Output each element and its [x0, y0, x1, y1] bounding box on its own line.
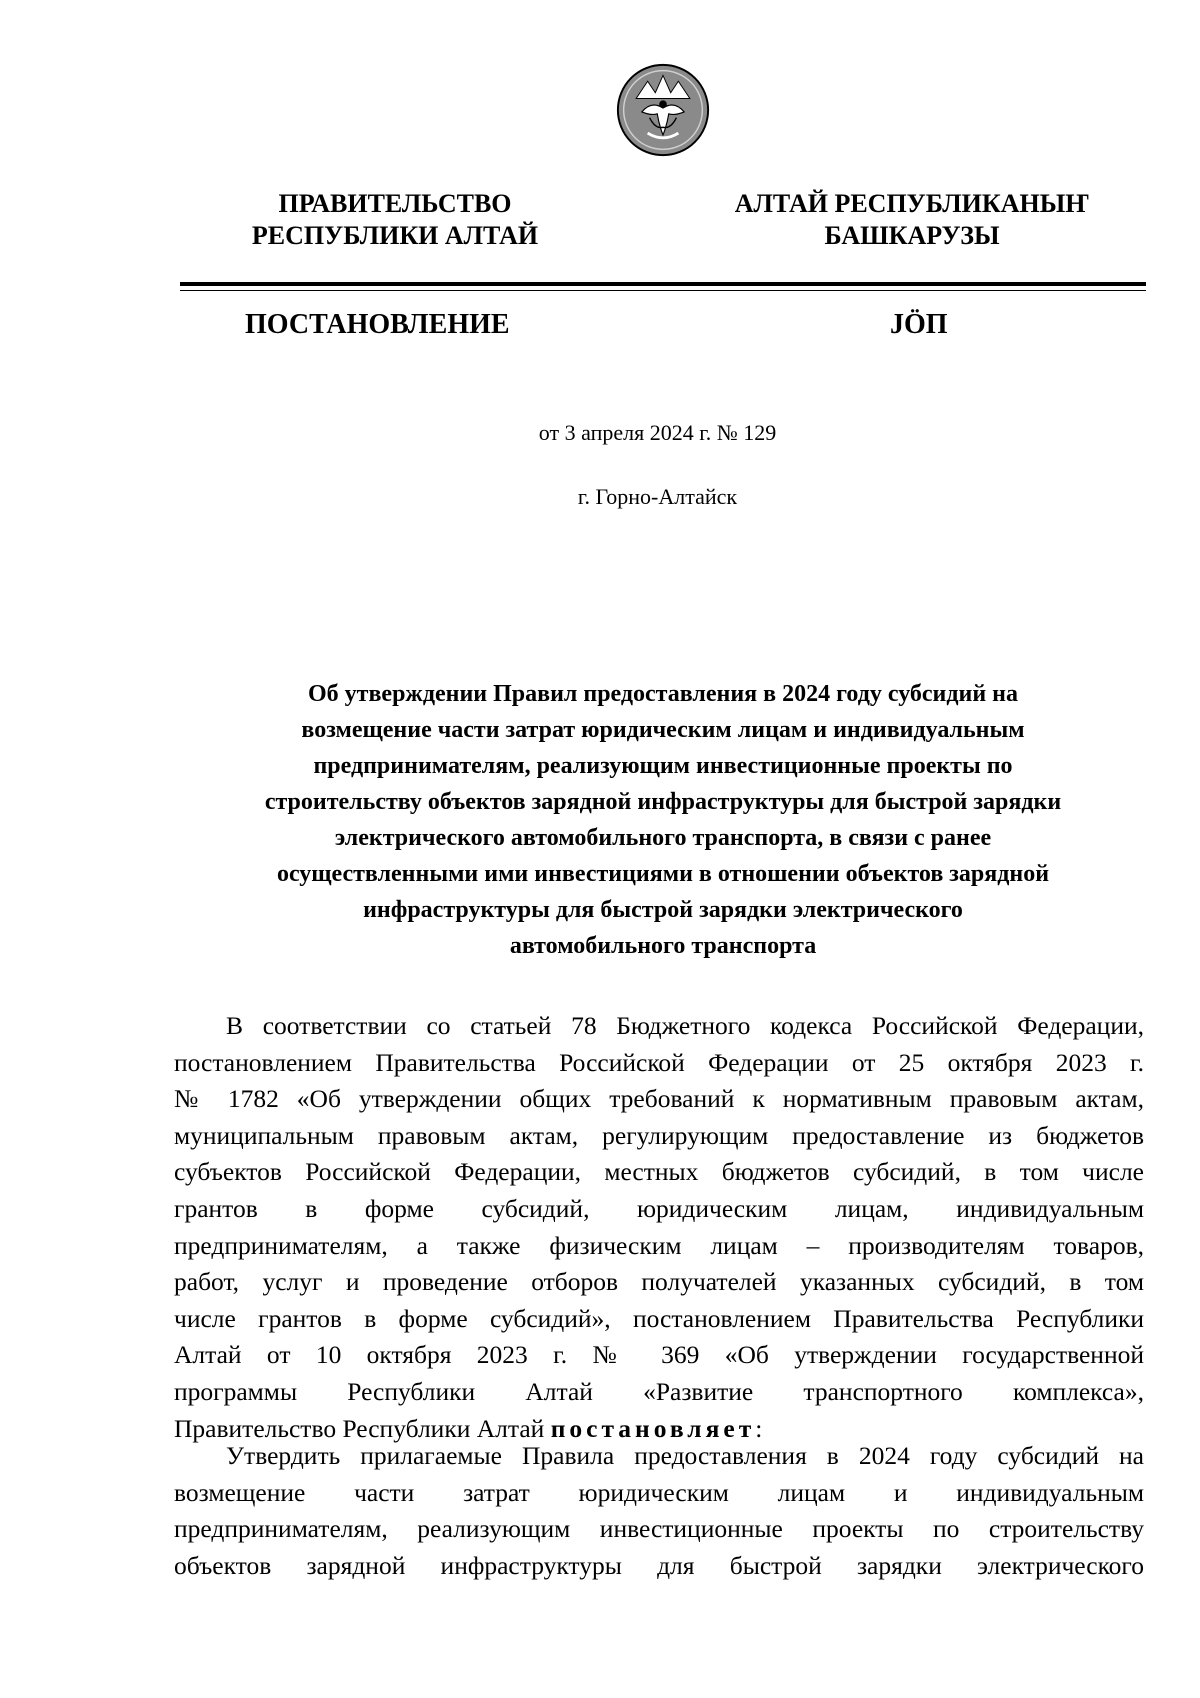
- title-line: осуществленными ими инвестициями в отношении объектов зарядной: [276, 861, 1050, 887]
- body-line: Алтай от 10 октября 2023 г. № 369 «Об утверждении государственной: [174, 1340, 1144, 1370]
- title-line: предпринимателям, реализующим инвестиционные проекты по: [313, 753, 1013, 779]
- organization-name-russian: [230, 188, 560, 252]
- decree-title: [180, 676, 1146, 964]
- title-line: инфраструктуры для быстрой зарядки электрического: [363, 897, 963, 923]
- title-line: строительству объектов зарядной инфраструктуры для быстрой зарядки: [264, 789, 1062, 815]
- resolution-paragraph: [174, 1438, 1144, 1584]
- title-line: Об утверждении Правил предоставления в 2024 году субсидий на: [308, 681, 1018, 707]
- coat-of-arms-emblem: [615, 62, 711, 158]
- decree-date-number: от 3 апреля 2024 г. № 129: [538, 420, 777, 445]
- body-line: Утвердить прилагаемые Правила предоставления в 2024 году субсидий на: [226, 1441, 1144, 1470]
- body-line: субъектов Российской Федерации, местных бюджетов субсидий, в том числе: [174, 1157, 1144, 1187]
- body-line: возмещение части затрат юридическим лицам и индивидуальным: [174, 1477, 1144, 1507]
- resolution-keyword: постановляет: [550, 1413, 756, 1443]
- title-line: автомобильного транспорта: [509, 933, 817, 959]
- body-line: предпринимателям, реализующим инвестиционные проекты по строительству: [174, 1514, 1144, 1544]
- title-line: электрического автомобильного транспорта, в связи с ранее: [334, 825, 992, 851]
- body-line: муниципальным правовым актам, регулирующим предоставление из бюджетов: [174, 1120, 1144, 1150]
- body-line: № 1782 «Об утверждении общих требований к нормативным правовым актам,: [174, 1084, 1144, 1114]
- body-line: постановлением Правительства Российской Федерации от 25 октября 2023 г.: [174, 1047, 1144, 1077]
- body-text: :: [755, 1413, 763, 1443]
- organization-name-altai: [722, 188, 1102, 252]
- body-line: грантов в форме субсидий, юридическим лицам, индивидуальным: [174, 1193, 1144, 1223]
- body-text: Правительство Республики Алтай: [174, 1413, 551, 1443]
- decree-city: г. Горно-Алтайск: [577, 484, 738, 509]
- body-line: объектов зарядной инфраструктуры для быстрой зарядки электрического: [174, 1550, 1144, 1580]
- body-line: числе грантов в форме субсидий», постановлением Правительства Республики: [174, 1303, 1144, 1333]
- preamble-paragraph: [174, 1008, 1144, 1447]
- header-divider-thin: [180, 290, 1146, 291]
- org-line: АЛТАЙ РЕСПУБЛИКАНЫҤ: [734, 189, 1090, 218]
- body-line: программы Республики Алтай «Развитие транспортного комплекса»,: [174, 1376, 1144, 1406]
- title-line: возмещение части затрат юридическим лицам и индивидуальным: [301, 717, 1025, 743]
- act-type-altai: JӦП: [890, 309, 948, 340]
- org-line: ПРАВИТЕЛЬСТВО: [278, 189, 512, 218]
- org-line: РЕСПУБЛИКИ АЛТАЙ: [251, 221, 539, 250]
- body-line: предпринимателям, а также физическим лицам – производителям товаров,: [174, 1230, 1144, 1260]
- body-line: работ, услуг и проведение отборов получателей указанных субсидий, в том: [174, 1267, 1144, 1297]
- org-line: БАШКАРУЗЫ: [824, 221, 1000, 250]
- act-type-russian: ПОСТАНОВЛЕНИЕ: [245, 309, 510, 340]
- header-divider-thick: [180, 282, 1146, 286]
- body-line: В соответствии со статьей 78 Бюджетного кодекса Российской Федерации,: [226, 1011, 1144, 1040]
